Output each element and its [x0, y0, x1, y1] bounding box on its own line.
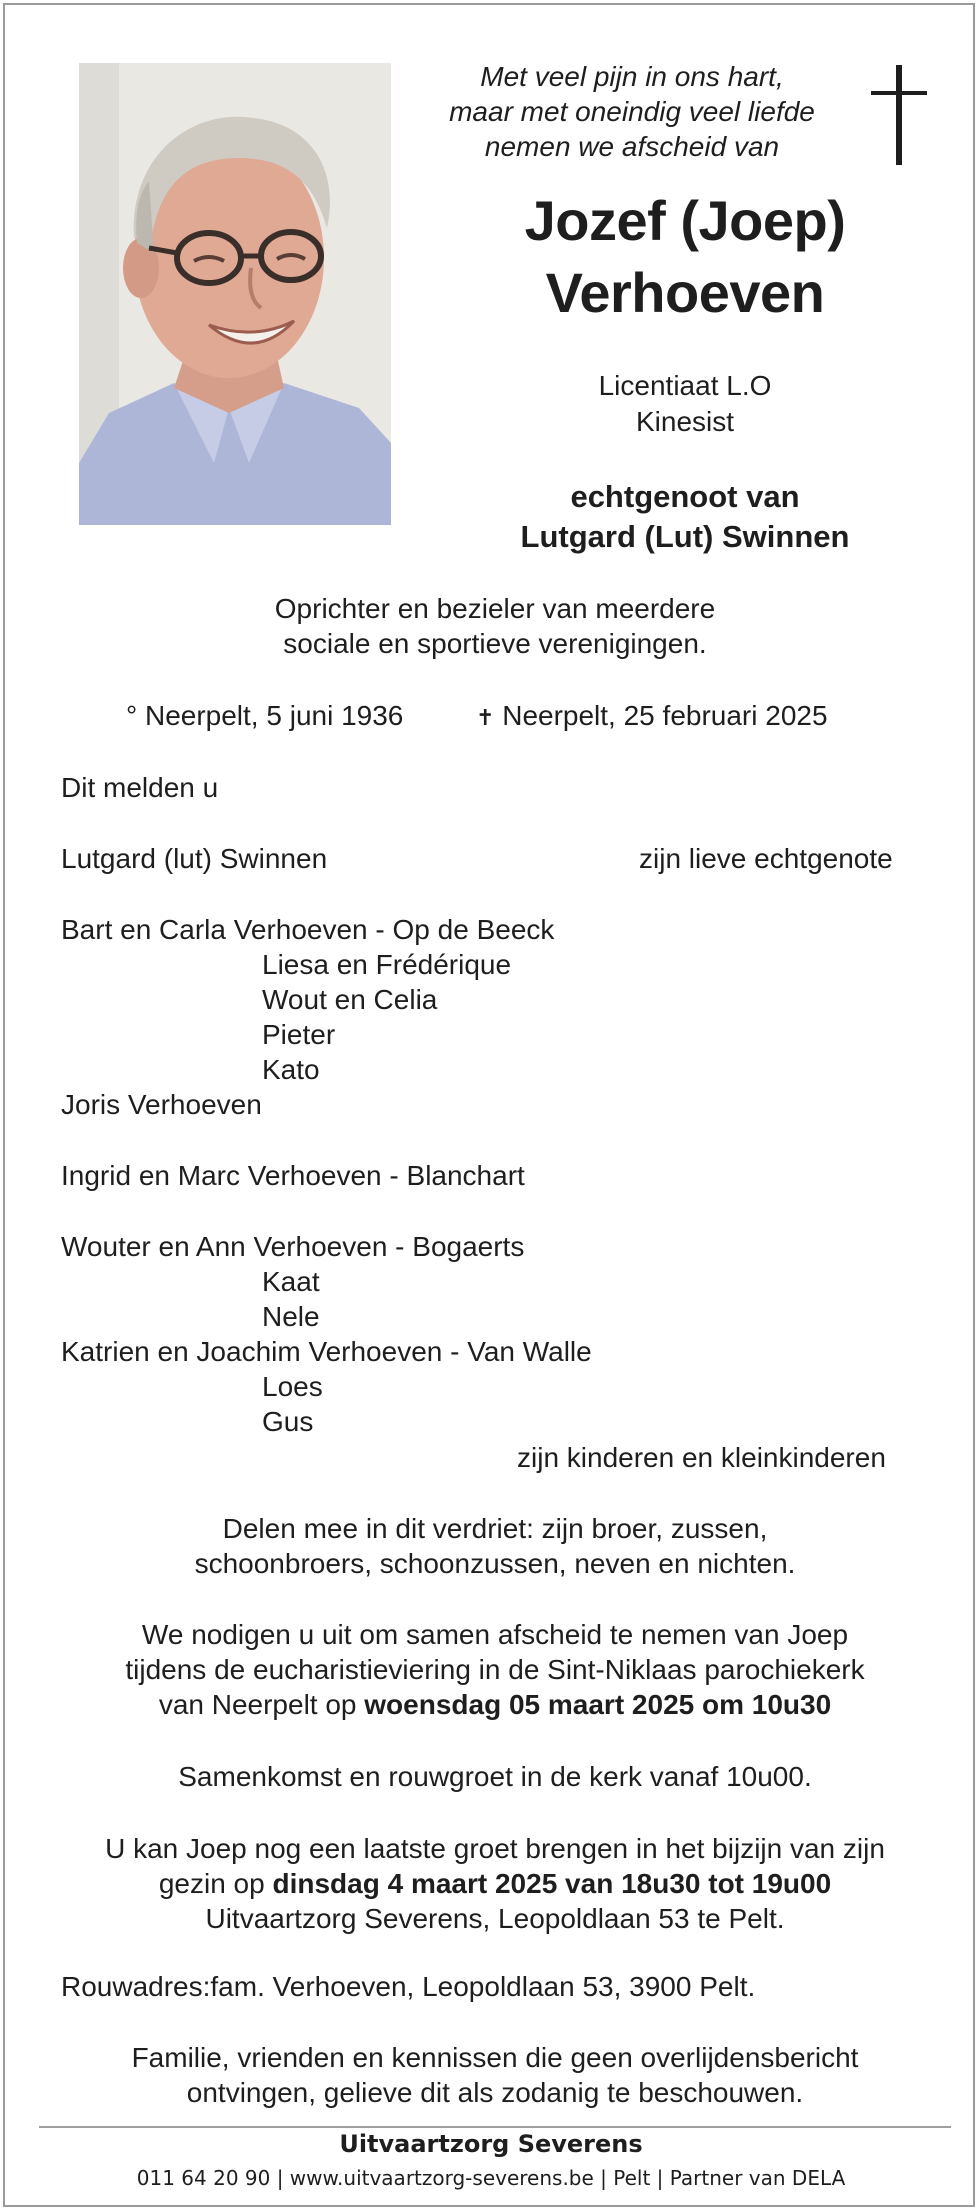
family-member: Bart en Carla Verhoeven - Op de Beeck [61, 914, 555, 945]
founder-line: Oprichter en bezieler van meerdere [274, 593, 716, 624]
death-date-text: Neerpelt, 25 februari 2025 [502, 700, 828, 731]
spouse-heading [435, 477, 935, 557]
ceremony-datetime: woensdag 05 maart 2025 om 10u30 [364, 1689, 832, 1720]
invite-line: We nodigen u uit om samen afscheid te nemen van Joep [141, 1619, 849, 1650]
family-member: Wouter en Ann Verhoeven - Bogaerts [61, 1231, 525, 1262]
gathering-text: Samenkomst en rouwgroet in de kerk vanaf 10u00. [178, 1761, 812, 1792]
name-line: Jozef (Joep) [524, 189, 846, 252]
founder-line: sociale en sportieve verenigingen. [283, 628, 707, 659]
intro-line: maar met oneindig veel liefde [449, 96, 815, 127]
children-role: zijn kinderen en kleinkinderen [517, 1442, 886, 1473]
family-member: Kaat [262, 1266, 320, 1297]
visit-line: U kan Joep nog een laatste groet brengen in het bijzijn van zijn [105, 1833, 885, 1864]
footer-divider [39, 2126, 951, 2128]
small-cross-icon: ✝ [476, 705, 495, 730]
share-line: schoonbroers, schoonzussen, neven en nichten. [194, 1548, 796, 1579]
announce-text: Dit melden u [61, 772, 219, 803]
family-member: Ingrid en Marc Verhoeven - Blanchart [61, 1160, 525, 1191]
family-member: Liesa en Frédérique [262, 949, 512, 980]
share-line: Delen mee in dit verdriet: zijn broer, zussen, [222, 1513, 768, 1544]
deceased-name [435, 185, 935, 329]
invite-line: tijdens de eucharistieviering in de Sint-Niklaas parochiekerk [125, 1654, 865, 1685]
title-line: Kinesist [635, 406, 735, 437]
death-date [476, 698, 828, 735]
family-member: Pieter [262, 1019, 336, 1050]
spouse-line: echtgenoot van [570, 479, 800, 514]
visit-prefix: gezin op [158, 1868, 273, 1899]
name-line: Verhoeven [545, 261, 825, 324]
visit-line [45, 1866, 945, 1901]
intro-line: Met veel pijn in ons hart, [480, 61, 784, 92]
deceased-titles [435, 368, 935, 440]
intro-text [397, 59, 867, 164]
closing-line: Familie, vrienden en kennissen die geen overlijdensbericht [131, 2042, 859, 2073]
birth-date: ° Neerpelt, 5 juni 1936 [126, 700, 404, 731]
visit-datetime: dinsdag 4 maart 2025 van 18u30 tot 19u00 [272, 1868, 832, 1899]
latin-cross-icon [871, 65, 927, 165]
family-member: Loes [262, 1371, 323, 1402]
family-member: Nele [262, 1301, 320, 1332]
family-member: Katrien en Joachim Verhoeven - Van Walle [61, 1336, 592, 1367]
family-member: Joris Verhoeven [61, 1089, 262, 1120]
funeral-home-name: Uitvaartzorg Severens [339, 2130, 643, 2158]
wife-role: zijn lieve echtgenote [639, 843, 893, 874]
invite-line [45, 1687, 945, 1722]
visit-line: Uitvaartzorg Severens, Leopoldlaan 53 te Pelt. [205, 1903, 785, 1934]
wife-name: Lutgard (lut) Swinnen [61, 843, 328, 874]
invitation-text [45, 1617, 945, 1722]
closing-text [45, 2040, 945, 2110]
spouse-line: Lutgard (Lut) Swinnen [520, 519, 850, 554]
portrait-illustration [79, 63, 391, 525]
title-line: Licentiaat L.O [598, 370, 772, 401]
invite-prefix: van Neerpelt op [158, 1689, 365, 1720]
visit-text [45, 1831, 945, 1936]
funeral-home-contact: 011 64 20 90 | www.uitvaartzorg-severens.be | Pelt | Partner van DELA [136, 2166, 846, 2190]
intro-line: nemen we afscheid van [484, 131, 780, 162]
family-member: Gus [262, 1406, 314, 1437]
obituary-card [3, 3, 975, 2207]
closing-line: ontvingen, gelieve dit als zodanig te beschouwen. [186, 2077, 804, 2108]
family-member: Kato [262, 1054, 320, 1085]
share-text [45, 1511, 945, 1581]
mourning-address: Rouwadres:fam. Verhoeven, Leopoldlaan 53, 3900 Pelt. [61, 1971, 756, 2002]
portrait-photo [79, 63, 391, 525]
founder-text [45, 591, 945, 661]
family-member: Wout en Celia [262, 984, 438, 1015]
